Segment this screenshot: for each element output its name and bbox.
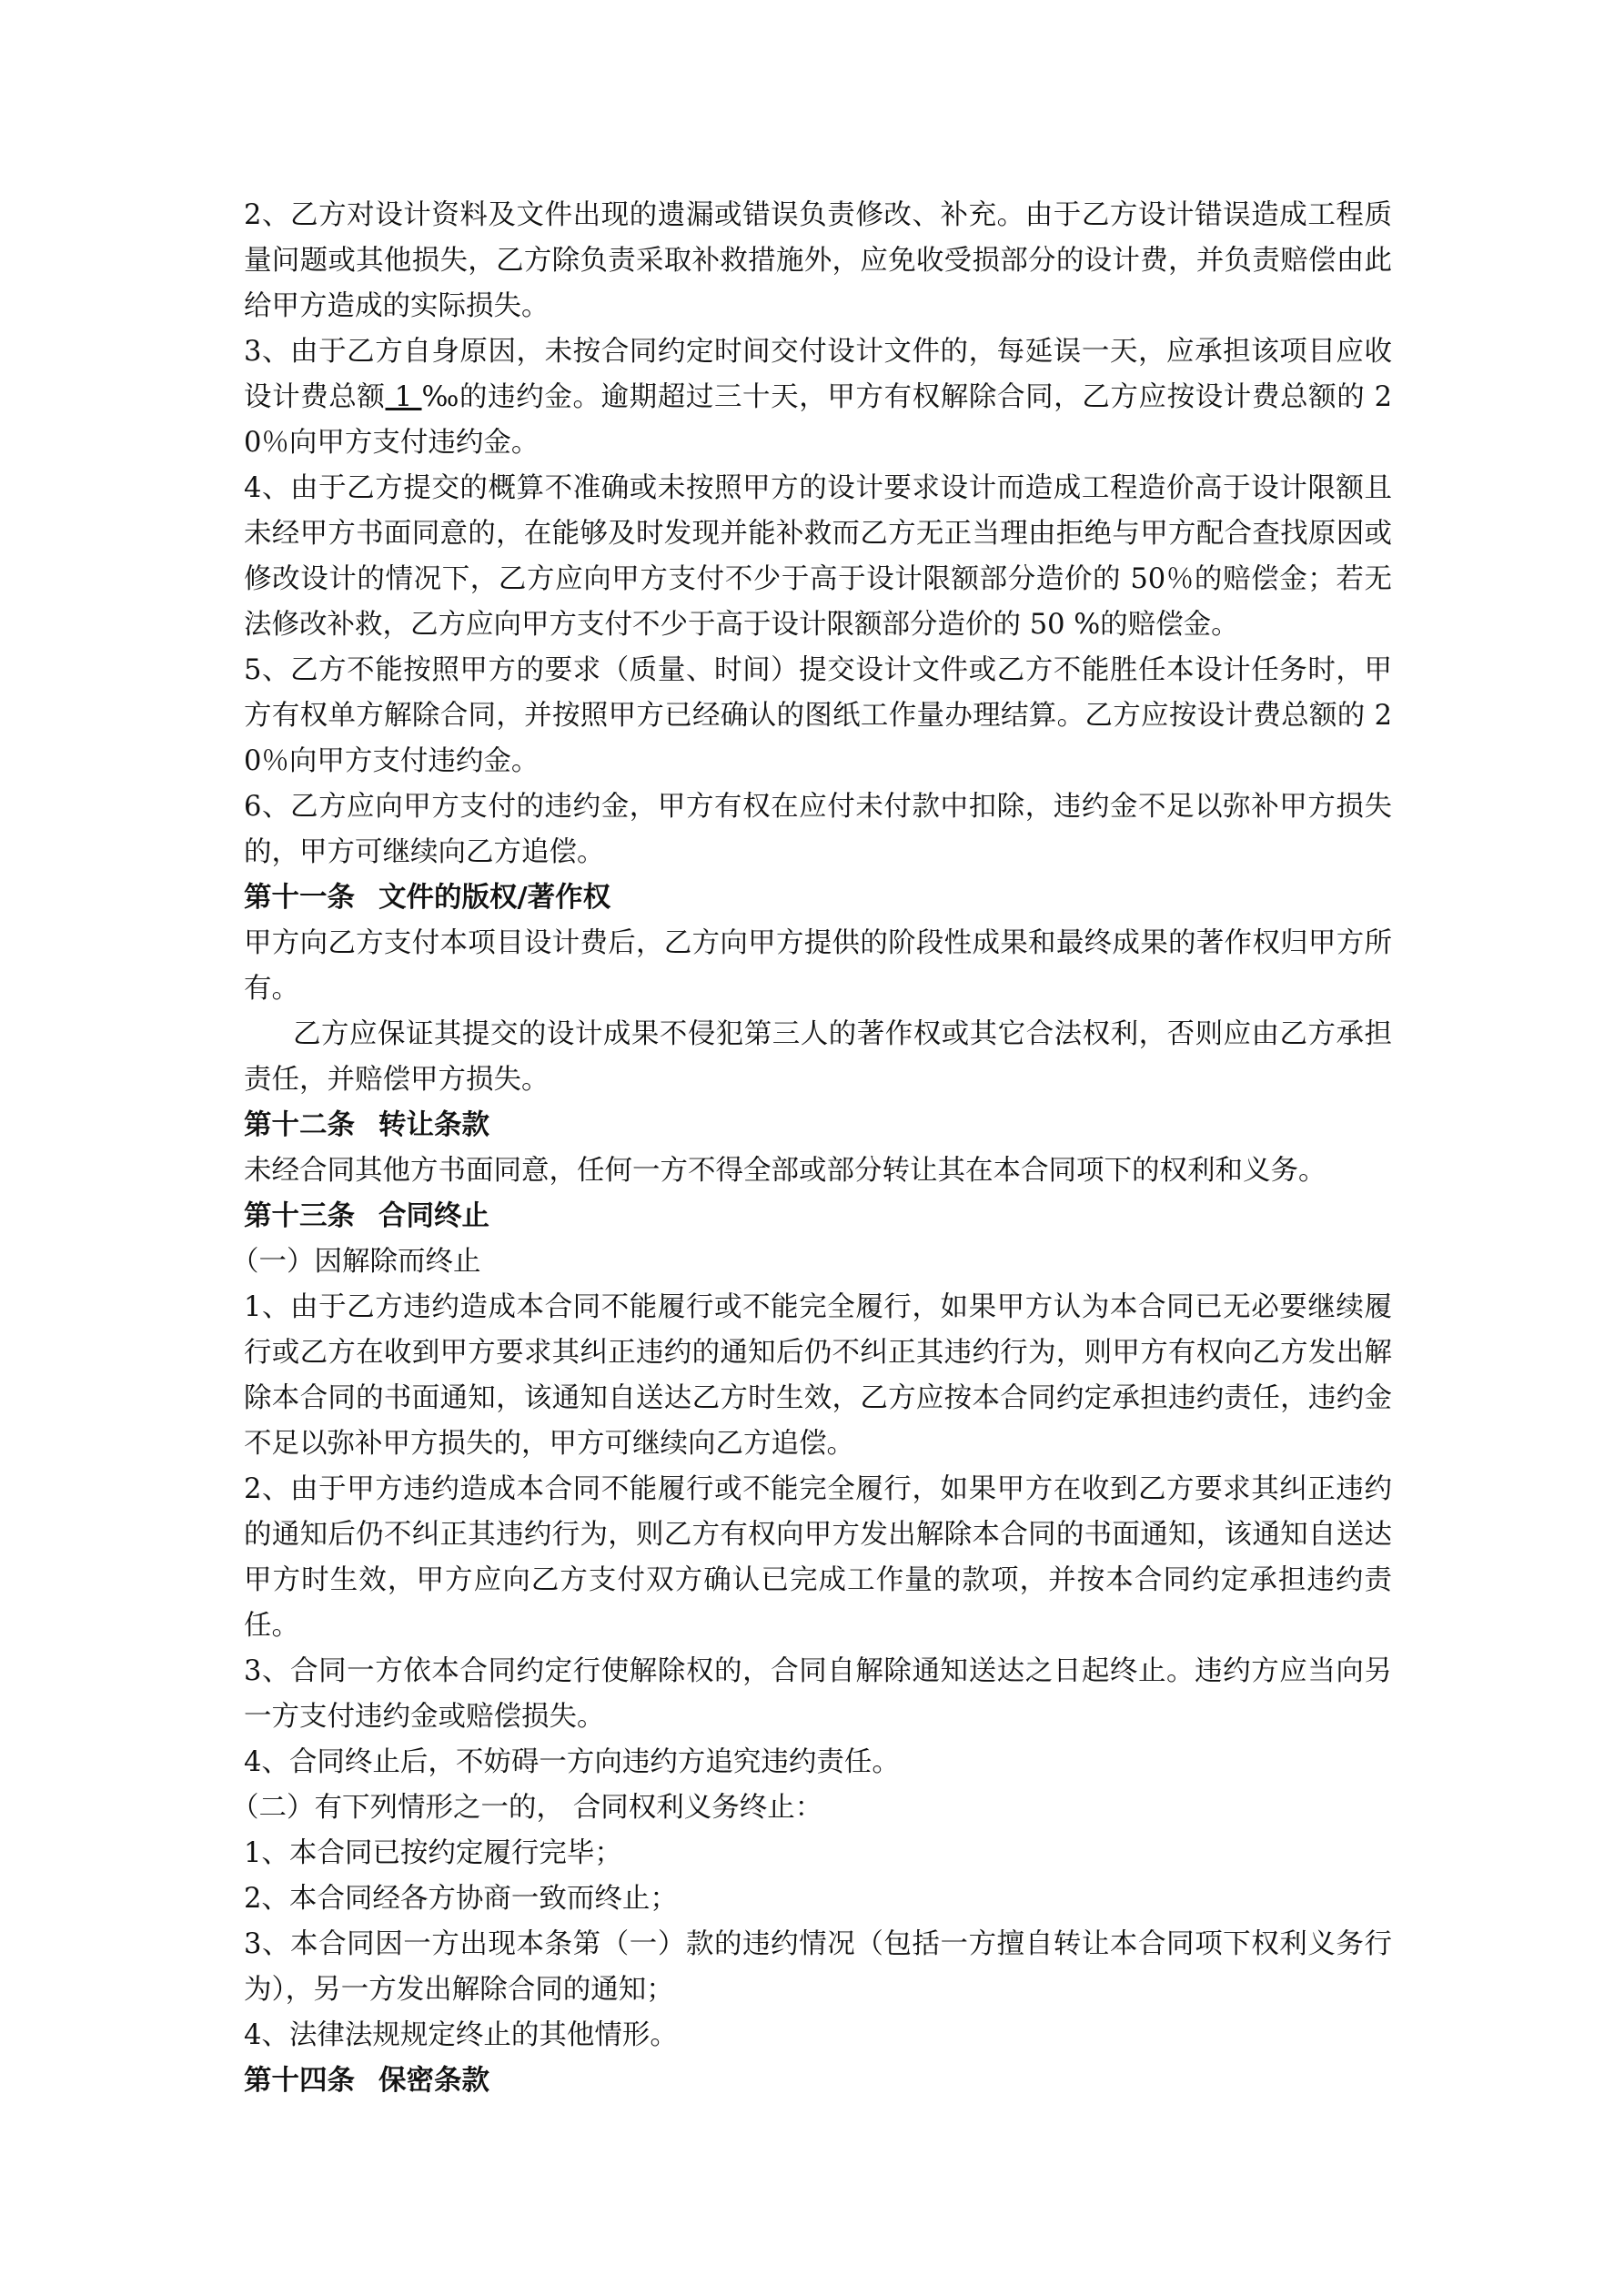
clause12-title: 转让条款 [378, 1109, 489, 1141]
clause11-heading [244, 875, 1392, 921]
clause10-item5: 5、乙方不能按照甲方的要求（质量、时间）提交设计文件或乙方不能胜任本设计任务时，甲方有权单方解除合同，并按照甲方已经确认的图纸工作量办理结算。乙方应按设计费总额的 20％向甲方支付违约金。 [244, 654, 1392, 777]
clause13-title: 合同终止 [378, 1200, 489, 1232]
clause12-heading [244, 1103, 1392, 1148]
clause12-number: 第十二条 [244, 1109, 355, 1141]
clause13-sub2-item3: 3、本合同因一方出现本条第（一）款的违约情况（包括一方擅自转让本合同项下权利义务行为），另一方发出解除合同的通知； [244, 1928, 1392, 2006]
clause13-sub1-item4: 4、合同终止后，不妨碍一方向违约方追究违约责任。 [244, 1746, 900, 1778]
clause10-item6: 6、乙方应向甲方支付的违约金，甲方有权在应付未付款中扣除，违约金不足以弥补甲方损失的，甲方可继续向乙方追偿。 [244, 791, 1392, 868]
clause11-number: 第十一条 [244, 882, 355, 914]
penalty-rate-value: 1 [385, 381, 422, 413]
clause11-para1: 甲方向乙方支付本项目设计费后，乙方向甲方提供的阶段性成果和最终成果的著作权归甲方所有。 [244, 927, 1392, 1005]
clause13-sub2-item2: 2、本合同经各方协商一致而终止； [244, 1883, 678, 1915]
clause10-item3-text-b: ‰的违约金。逾期超过三十天，甲方有权解除合同，乙方应按设计费总额的 20％向甲方支付违约金。 [244, 381, 1392, 459]
clause10-item4: 4、由于乙方提交的概算不准确或未按照甲方的设计要求设计而造成工程造价高于设计限额且未经甲方书面同意的，在能够及时发现并能补救而乙方无正当理由拒绝与甲方配合查找原因或修改设计的情况下，乙方应向甲方支付不少于高于设计限额部分造价的 50％的赔偿金；若无法修改补救，乙方应向甲方支付不少于高于设计限额部分造价的 50 %的赔偿金。 [244, 472, 1392, 641]
document-page [231, 193, 1392, 2104]
clause10-item3-text-a: 3、由于乙方自身原因，未按合同约定时间交付设计文件的，每延误一天，应承担该项目应收设计费总额 [244, 336, 1392, 413]
clause13-sub1-item1: 1、由于乙方违约造成本合同不能履行或不能完全履行，如果甲方认为本合同已无必要继续履行或乙方在收到甲方要求其纠正违约的通知后仍不纠正其违约行为，则甲方有权向乙方发出解除本合同的书面通知，该通知自送达乙方时生效，乙方应按本合同约定承担违约责任，违约金不足以弥补甲方损失的，甲方可继续向乙方追偿。 [244, 1291, 1392, 1460]
clause13-number: 第十三条 [244, 1200, 355, 1232]
clause10-item2: 2、乙方对设计资料及文件出现的遗漏或错误负责修改、补充。由于乙方设计错误造成工程质量问题或其他损失，乙方除负责采取补救措施外，应免收受损部分的设计费，并负责赔偿由此给甲方造成的实际损失。 [244, 199, 1392, 322]
clause12-para1: 未经合同其他方书面同意，任何一方不得全部或部分转让其在本合同项下的权利和义务。 [244, 1155, 1326, 1187]
clause13-sub1-title: （一）因解除而终止 [231, 1246, 481, 1278]
clause13-sub2-item4: 4、法律法规规定终止的其他情形。 [244, 2019, 678, 2051]
clause13-sub2-item1: 1、本合同已按约定履行完毕； [244, 1837, 622, 1869]
clause13-sub1-item3: 3、合同一方依本合同约定行使解除权的，合同自解除通知送达之日起终止。违约方应当向另一方支付违约金或赔偿损失。 [244, 1655, 1392, 1733]
clause13-sub1-item2: 2、由于甲方违约造成本合同不能履行或不能完全履行，如果甲方在收到乙方要求其纠正违约的通知后仍不纠正其违约行为，则乙方有权向甲方发出解除本合同的书面通知，该通知自送达甲方时生效，甲方应向乙方支付双方确认已完成工作量的款项，并按本合同约定承担违约责任。 [244, 1473, 1392, 1642]
clause10-item3 [244, 329, 1392, 466]
clause14-title: 保密条款 [378, 2065, 489, 2097]
clause14-number: 第十四条 [244, 2065, 355, 2097]
clause11-para2: 乙方应保证其提交的设计成果不侵犯第三人的著作权或其它合法权利，否则应由乙方承担责任，并赔偿甲方损失。 [244, 1018, 1392, 1096]
clause11-title: 文件的版权/著作权 [378, 882, 611, 914]
clause13-sub2-title: （二）有下列情形之一的， 合同权利义务终止： [231, 1792, 823, 1824]
clause13-heading [244, 1194, 1392, 1239]
clause14-heading [244, 2058, 1392, 2104]
